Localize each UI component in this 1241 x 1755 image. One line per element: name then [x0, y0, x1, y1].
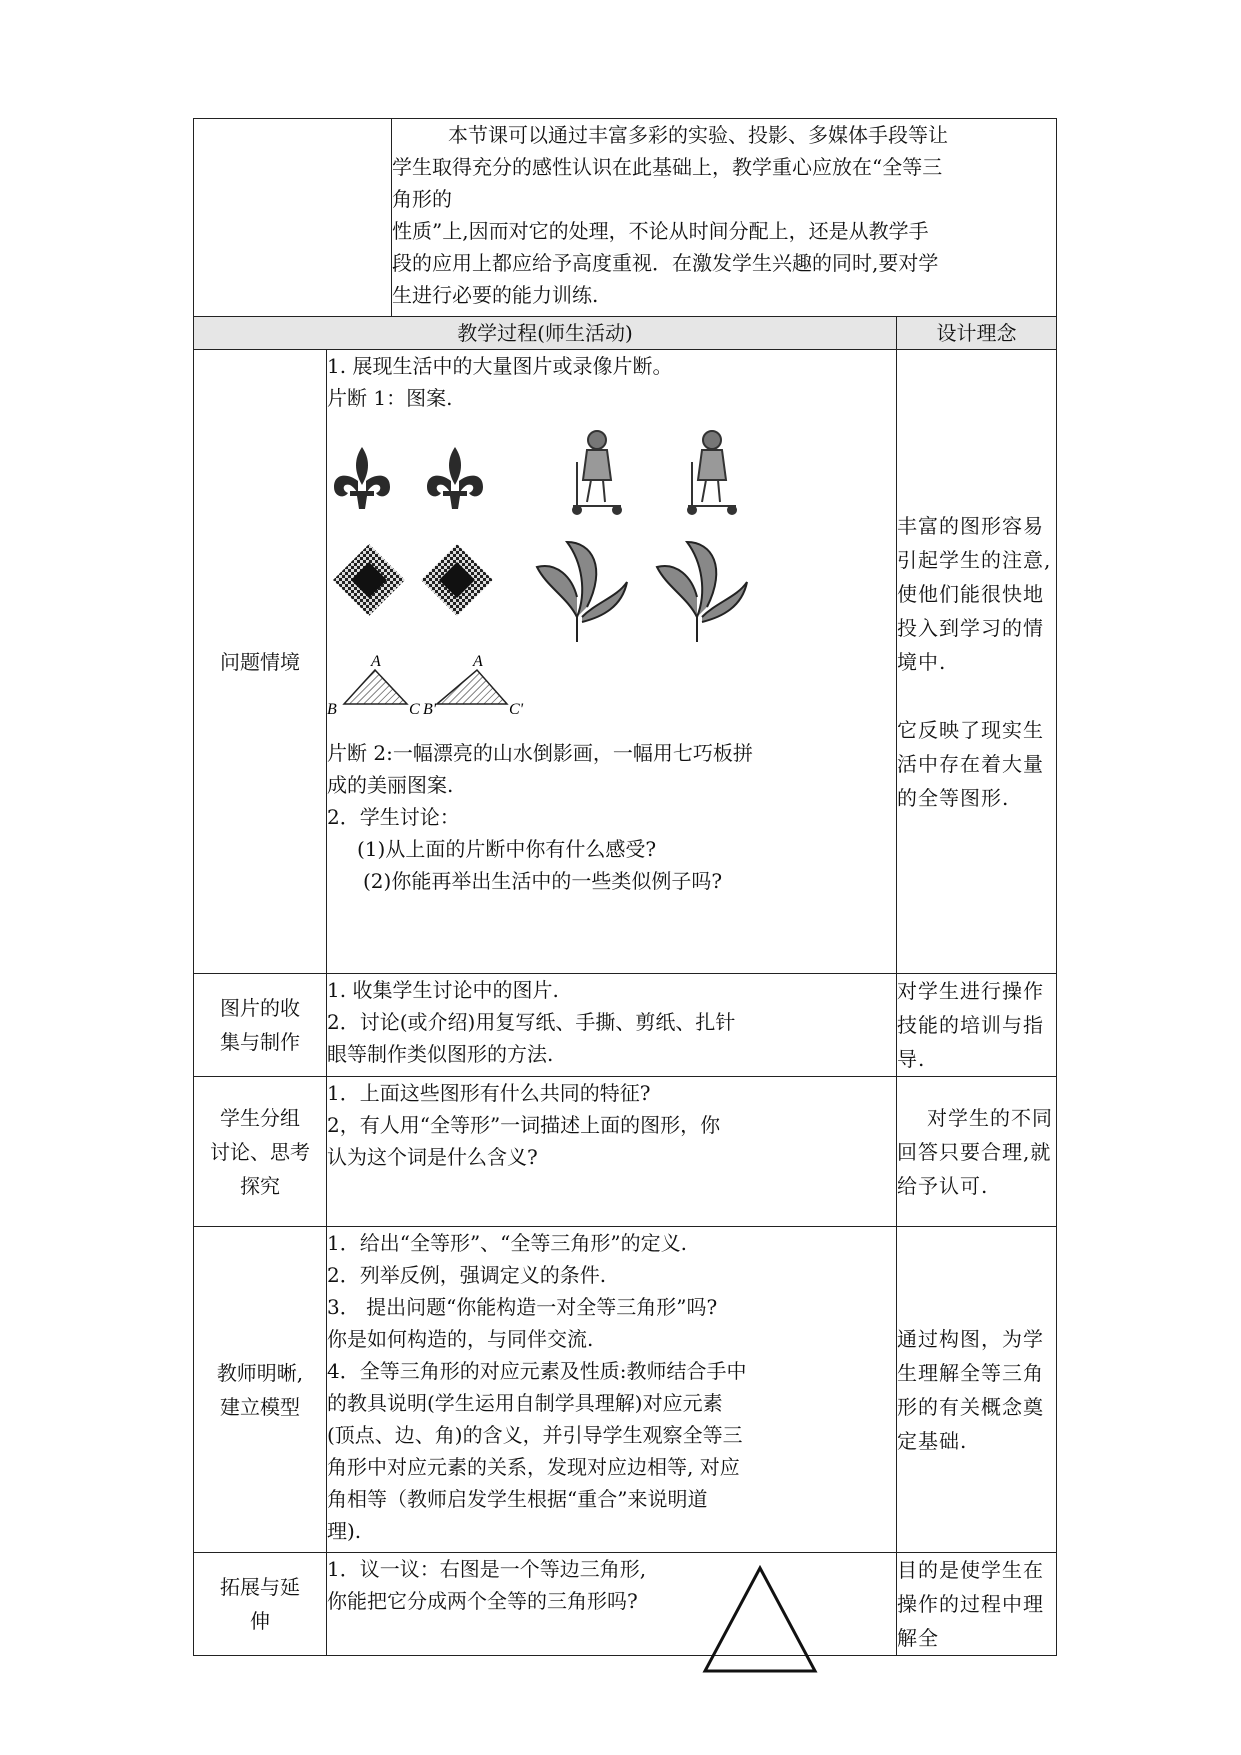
process-line: 眼等制作类似图形的方法.: [327, 1042, 554, 1066]
intro-line: 段的应用上都应给予高度重视．在激发学生兴趣的同时,要对学: [392, 251, 939, 275]
extend-label: [194, 1553, 327, 1656]
collect-row: [194, 974, 1057, 1077]
triangle-abc-icon: [344, 670, 407, 704]
process-line: 的教具说明(学生运用自制学具理解)对应元素: [327, 1391, 723, 1415]
process-line: (2)你能再举出生活中的一些类似例子吗?: [363, 869, 723, 893]
discuss-process: [327, 1077, 897, 1227]
process-line: 2．讨论(或介绍)用复写纸、手撕、剪纸、扎针: [327, 1010, 736, 1034]
header-concept: 设计理念: [897, 317, 1057, 350]
fleur-de-lis-icon: [427, 447, 483, 509]
label-line: 讨论、思考: [210, 1139, 310, 1164]
label-line: 探究: [240, 1173, 280, 1198]
intro-cell: [392, 119, 1057, 317]
leaf-branch-icon: [657, 542, 747, 642]
intro-line: 学生取得充分的感性认识在此基础上，教学重心应放在“全等三: [392, 155, 943, 179]
leaf-branch-icon: [537, 542, 627, 642]
process-line: (1)从上面的片断中你有什么感受?: [357, 837, 657, 861]
process-line: 1. 展现生活中的大量图片或录像片断。: [327, 354, 673, 378]
process-line: (顶点、边、角)的含义，并引导学生观察全等三: [327, 1423, 743, 1447]
concept-text: 目的是使学生在操作的过程中理解全: [897, 1558, 1044, 1650]
pattern-figure-svg: [327, 422, 797, 727]
discuss-row: [194, 1077, 1057, 1227]
concept-text: 通过构图，为学生理解全等三角形的有关概念奠定基础.: [897, 1326, 1044, 1453]
intro-line: 角形的: [392, 187, 452, 211]
intro-row: [194, 119, 1057, 317]
intro-blank-cell: [194, 119, 392, 317]
concept-text: 对学生的不同回答只要合理,就给予认可.: [897, 1105, 1053, 1198]
vertex-label: A: [473, 653, 483, 670]
checkered-diamond-icon: [333, 544, 405, 616]
process-line: 3． 提出问题“你能构造一对全等三角形”吗?: [327, 1295, 718, 1319]
concept-text: 丰富的图形容易引起学生的注意,使他们能很快地投入到学习的情境中.: [897, 513, 1052, 674]
model-label: [194, 1227, 327, 1553]
process-line: 片断 1：图案.: [327, 386, 453, 410]
process-line: 角形中对应元素的关系，发现对应边相等, 对应: [327, 1455, 740, 1479]
process-line: 2．学生讨论：: [327, 805, 460, 829]
vertex-label: A: [371, 653, 381, 670]
collect-process: [327, 974, 897, 1077]
scooter-child-icon: [688, 431, 736, 514]
process-line: 1．给出“全等形”、“全等三角形”的定义.: [327, 1231, 687, 1255]
concept-text: 它反映了现实生活中存在着大量的全等图形.: [897, 717, 1044, 810]
label-line: 教师明晰,: [216, 1360, 304, 1385]
intro-line: 本节课可以通过丰富多彩的实验、投影、多媒体手段等让: [448, 123, 948, 147]
lesson-plan-table: [193, 118, 1057, 1656]
process-line: 你是如何构造的，与同伴交流.: [327, 1327, 594, 1351]
label-line: 拓展与延: [220, 1575, 300, 1599]
label-line: 集与制作: [220, 1030, 300, 1054]
label-line: 学生分组: [220, 1105, 300, 1130]
triangle-abc-prime-icon: [437, 670, 507, 704]
discuss-note: [897, 1077, 1057, 1227]
situation-note: [897, 350, 1057, 974]
header-row: [194, 317, 1057, 350]
model-note: [897, 1227, 1057, 1553]
process-line: 理).: [327, 1519, 362, 1543]
intro-line: 生进行必要的能力训练.: [392, 283, 599, 307]
label-line: 图片的收: [220, 996, 300, 1020]
checkered-diamond-icon: [421, 544, 493, 616]
vertex-label: C: [409, 701, 420, 718]
vertex-label: B: [327, 701, 337, 718]
process-line: 2．列举反例，强调定义的条件.: [327, 1263, 607, 1287]
model-process: [327, 1227, 897, 1553]
process-line: 成的美丽图案.: [327, 773, 454, 797]
vertex-label: C': [509, 701, 524, 718]
model-row: [194, 1227, 1057, 1553]
label-line: 建立模型: [220, 1394, 300, 1419]
process-line: 片断 2:一幅漂亮的山水倒影画，一幅用七巧板拼: [327, 741, 753, 765]
process-line: 你能把它分成两个全等的三角形吗?: [327, 1589, 638, 1613]
process-line: 1．上面这些图形有什么共同的特征?: [327, 1081, 651, 1105]
collect-label: [194, 974, 327, 1077]
label-line: 伸: [250, 1609, 270, 1633]
discuss-label: [194, 1077, 327, 1227]
situation-process: [327, 350, 897, 974]
process-line: 1. 收集学生讨论中的图片.: [327, 978, 559, 1002]
fleur-de-lis-icon: [334, 447, 390, 509]
situation-label: 问题情境: [194, 350, 327, 974]
header-process: 教学过程(师生活动): [194, 317, 897, 350]
process-line: 1．议一议：右图是一个等边三角形,: [327, 1557, 647, 1581]
process-line: 4．全等三角形的对应元素及性质:教师结合手中: [327, 1359, 747, 1383]
concept-text: 对学生进行操作技能的培训与指导.: [897, 979, 1044, 1071]
situation-row: [194, 350, 1057, 974]
vertex-label: B': [423, 701, 437, 718]
process-line: 2，有人用“全等形”一词描述上面的图形，你: [327, 1113, 721, 1137]
spacer: [897, 679, 1056, 713]
collect-note: [897, 974, 1057, 1077]
scooter-child-icon: [573, 431, 621, 514]
process-line: 认为这个词是什么含义?: [327, 1145, 538, 1169]
extend-row: [194, 1553, 1057, 1656]
pattern-figure: [327, 422, 797, 727]
extend-note: [897, 1553, 1057, 1656]
equilateral-triangle-icon: [700, 1565, 820, 1675]
intro-line: 性质”上,因而对它的处理，不论从时间分配上，还是从教学手: [392, 219, 929, 243]
process-line: 角相等（教师启发学生根据“重合”来说明道: [327, 1487, 708, 1511]
